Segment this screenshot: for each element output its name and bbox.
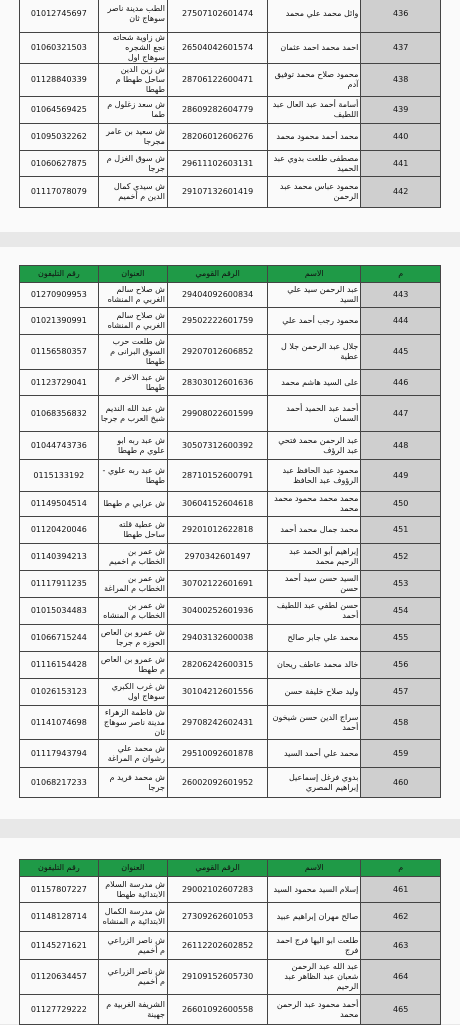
row-number: 456 [361,652,441,679]
national-id: 28206012606276 [167,124,267,151]
phone-number: 01068356832 [20,396,99,432]
phone-number: 01148128714 [20,903,99,932]
person-name: وليد صلاح خليفة حسن [268,679,361,706]
national-id: 28609282604779 [167,97,267,124]
phone-number: 0115133192 [20,460,99,492]
table-row [20,652,441,679]
header-phone: رقم التليفون [20,860,99,877]
phone-number: 01068217233 [20,768,99,798]
address: ش زاوية شحاته نجع الشجره سوهاج اول [98,33,167,64]
address: ش غرب الكبري سوهاج اول [98,679,167,706]
national-id: 30507312600392 [167,432,267,460]
national-id: 29201012622818 [167,517,267,544]
phone-number: 01156580357 [20,335,99,370]
row-number: 447 [361,396,441,432]
phone-number: 01026153123 [20,679,99,706]
national-id: 29403132600038 [167,625,267,652]
address: ش عبد الاخر م طهطا [98,370,167,396]
row-number: 441 [361,151,441,177]
table-row [20,740,441,768]
row-number: 457 [361,679,441,706]
national-id: 29002102607283 [167,877,267,903]
row-number: 445 [361,335,441,370]
page-top [0,0,460,232]
person-name: حسن لطفي عبد اللطيف أحمد [268,598,361,625]
table-row [20,544,441,571]
header-addr: العنوان [98,266,167,283]
national-id: 29510092601878 [167,740,267,768]
person-name: أحمد محمود عبد الرحمن محمد [268,995,361,1025]
national-id: 27309262601053 [167,903,267,932]
header-addr: العنوان [98,860,167,877]
table-row [20,625,441,652]
row-number: 442 [361,177,441,208]
address: ش سعيد بن عامر مجرجا [98,124,167,151]
row-number: 455 [361,625,441,652]
row-number: 452 [361,544,441,571]
national-id: 26504042601574 [167,33,267,64]
row-number: 440 [361,124,441,151]
header-num: م [361,266,441,283]
national-id: 29107132601419 [167,177,267,208]
address: ش زين الدين ساحل طهطا م طهطا [98,64,167,97]
person-name: محمد علي أحمد السيد [268,740,361,768]
phone-number: 01270909953 [20,283,99,308]
row-number: 461 [361,877,441,903]
person-name: مصطفى طلعت بدوي عبد الحميد [268,151,361,177]
national-id: 29611102603131 [167,151,267,177]
person-name: خالد محمد عاطف ريحان [268,652,361,679]
person-name: أحمد عبد الحميد أحمد السمان [268,396,361,432]
table-row [20,492,441,517]
person-name: عبد الرحمن محمد فتحي عبد الرؤف [268,432,361,460]
address: ش صلاح سالم الغربي م المنشاه [98,308,167,335]
phone-number: 01117078079 [20,177,99,208]
table-row [20,679,441,706]
row-number: 454 [361,598,441,625]
person-name: بدوي فرغل إسماعيل إبراهيم المصري [268,768,361,798]
national-id: 30104212601556 [167,679,267,706]
person-name: محمد أحمد محمود محمد [268,124,361,151]
table-row [20,706,441,740]
phone-number: 01116154428 [20,652,99,679]
national-id: 29109152605730 [167,960,267,995]
person-name: جلال عبد الرحمن جلا ل عطية [268,335,361,370]
row-number: 443 [361,283,441,308]
national-id: 29908022601599 [167,396,267,432]
person-name: محمود عباس محمد عبد الرحمن [268,177,361,208]
table-row [20,335,441,370]
row-number: 459 [361,740,441,768]
person-name: احمد محمد احمد عثمان [268,33,361,64]
table-row [20,64,441,97]
address: ش عرابي م طهطا [98,492,167,517]
national-id: 26601092600558 [167,995,267,1025]
phone-number: 01117943794 [20,740,99,768]
table-row [20,768,441,798]
national-id: 28303012601636 [167,370,267,396]
table-row [20,877,441,903]
table-row [20,33,441,64]
phone-number: 01120634457 [20,960,99,995]
address: ش عبد ربه ابو علوي م طهطا [98,432,167,460]
national-id: 28710152600791 [167,460,267,492]
table-row [20,432,441,460]
row-number: 439 [361,97,441,124]
person-name: وائل محمد علي محمد [268,0,361,33]
phone-number: 01044743736 [20,432,99,460]
page-middle [0,247,460,819]
page-bottom [0,838,460,1024]
row-number: 449 [361,460,441,492]
address: ش مدرسة الكمال الابتدائية م المنشاه [98,903,167,932]
national-id: 27507102601474 [167,0,267,33]
phone-number: 01015034483 [20,598,99,625]
header-name: الاسم [268,266,361,283]
phone-number: 01149504514 [20,492,99,517]
address: ش فاطمة الزهراء مدينة ناصر سوهاج ثان [98,706,167,740]
person-name: محمود صلاح محمد توفيق آدم [268,64,361,97]
address: ش سيدي كمال الدين م أخميم [98,177,167,208]
national-id: 29708242602431 [167,706,267,740]
address: ش سوق الغزل م جرجا [98,151,167,177]
national-id: 29502222601759 [167,308,267,335]
address: ش عمر بن الخطاب م اخميم [98,544,167,571]
row-number: 437 [361,33,441,64]
table-row [20,571,441,598]
address: الطب مدينة ناصر سوهاج ثان [98,0,167,33]
national-id: 30604152604618 [167,492,267,517]
header-num: م [361,860,441,877]
row-number: 451 [361,517,441,544]
phone-number: 01095032262 [20,124,99,151]
phone-number: 01021390991 [20,308,99,335]
phone-number: 01060627875 [20,151,99,177]
phone-number: 01012745697 [20,0,99,33]
address: ش طلعت حرب السوق البرانى م طهطا [98,335,167,370]
table-row [20,517,441,544]
phone-number: 01117911235 [20,571,99,598]
address: ش عطية قلته ساحل طهطا [98,517,167,544]
national-id: 30400252601936 [167,598,267,625]
table-row [20,460,441,492]
table-row [20,995,441,1025]
table-row [20,903,441,932]
address: ش عبد ربه علوي - طهطا [98,460,167,492]
phone-number: 01066715244 [20,625,99,652]
person-name: سراج الدين حسن شيخون أحمد [268,706,361,740]
person-name: محمد جمال محمد أحمد [268,517,361,544]
table-row [20,151,441,177]
table-row [20,283,441,308]
person-name: عبد الرحمن سيد علي السيد [268,283,361,308]
table-row [20,932,441,960]
table-row [20,396,441,432]
table-row [20,370,441,396]
header-nid: الرقم القومي [167,860,267,877]
table-middle [19,265,441,798]
table-row [20,960,441,995]
address: ش عبد الله النديم شيخ العرب م جرجا [98,396,167,432]
person-name: صالح مهران إبراهيم عبيد [268,903,361,932]
row-number: 464 [361,960,441,995]
person-name: إسلام السيد محمود السيد [268,877,361,903]
national-id: 29207012606852 [167,335,267,370]
phone-number: 01157807227 [20,877,99,903]
row-number: 446 [361,370,441,396]
header-nid: الرقم القومي [167,266,267,283]
person-name: إبراهيم أبو الحمد عبد الرحيم محمد [268,544,361,571]
person-name: محمد علي جابر صالح [268,625,361,652]
person-name: السيد حسن سيد أحمد حسن [268,571,361,598]
person-name: محمود عبد الحافظ عبد الرؤوف عبد الحافظ [268,460,361,492]
address: ش محمد علي رشوان م المراغة [98,740,167,768]
row-number: 444 [361,308,441,335]
person-name: طلعت ابو اليها فرج احمد فرج [268,932,361,960]
national-id: 26112202602852 [167,932,267,960]
phone-number: 01120420046 [20,517,99,544]
row-number: 462 [361,903,441,932]
header-name: الاسم [268,860,361,877]
phone-number: 01127729222 [20,995,99,1025]
person-name: عبد الله عبد الرحمن شعبان عبد الظاهر عبد الرحيم [268,960,361,995]
address: ش محمد فريد م جرجا [98,768,167,798]
row-number: 450 [361,492,441,517]
address: ش ناصر الزراعي م أخميم [98,960,167,995]
address: ش ناصر الزراعي م أخميم [98,932,167,960]
national-id: 29404092600834 [167,283,267,308]
header-phone: رقم التليفون [20,266,99,283]
row-number: 463 [361,932,441,960]
table-row [20,124,441,151]
table-row [20,0,441,33]
row-number: 436 [361,0,441,33]
address: ش مدرسة السلام الابتدائية طهطا [98,877,167,903]
person-name: أسامة أحمد عبد العال عبد اللطيف [268,97,361,124]
table-top [19,0,441,208]
phone-number: 01141074698 [20,706,99,740]
row-number: 458 [361,706,441,740]
phone-number: 01145271621 [20,932,99,960]
row-number: 438 [361,64,441,97]
row-number: 448 [361,432,441,460]
phone-number: 01123729041 [20,370,99,396]
address: ش عمر بن الخطاب م المراغة [98,571,167,598]
national-id: 30702122601691 [167,571,267,598]
phone-number: 01060321503 [20,33,99,64]
phone-number: 01140394213 [20,544,99,571]
person-name: محمود رجب أحمد علي [268,308,361,335]
row-number: 453 [361,571,441,598]
address: ش صلاح سالم الغربي م المنشاه [98,283,167,308]
address: ش عمرو بن العاص م طهطا [98,652,167,679]
address: الشريفة الغربية م جهينة [98,995,167,1025]
phone-number: 01128840339 [20,64,99,97]
table-row [20,177,441,208]
header-row [20,860,441,877]
table-row [20,97,441,124]
header-row [20,266,441,283]
address: ش عمر بن الخطاب م المنشاه [98,598,167,625]
national-id: 28206242600315 [167,652,267,679]
table-bottom [19,859,441,1025]
address: ش عمرو بن العاص الحوزه م جرجا [98,625,167,652]
table-row [20,598,441,625]
national-id: 2970342601497 [167,544,267,571]
person-name: على السيد هاشم محمد [268,370,361,396]
row-number: 460 [361,768,441,798]
phone-number: 01064569425 [20,97,99,124]
national-id: 28706122600471 [167,64,267,97]
table-row [20,308,441,335]
address: ش سعد زغلول م طما [98,97,167,124]
national-id: 26002092601952 [167,768,267,798]
row-number: 465 [361,995,441,1025]
person-name: محمد محمد محمود محمد محمد [268,492,361,517]
